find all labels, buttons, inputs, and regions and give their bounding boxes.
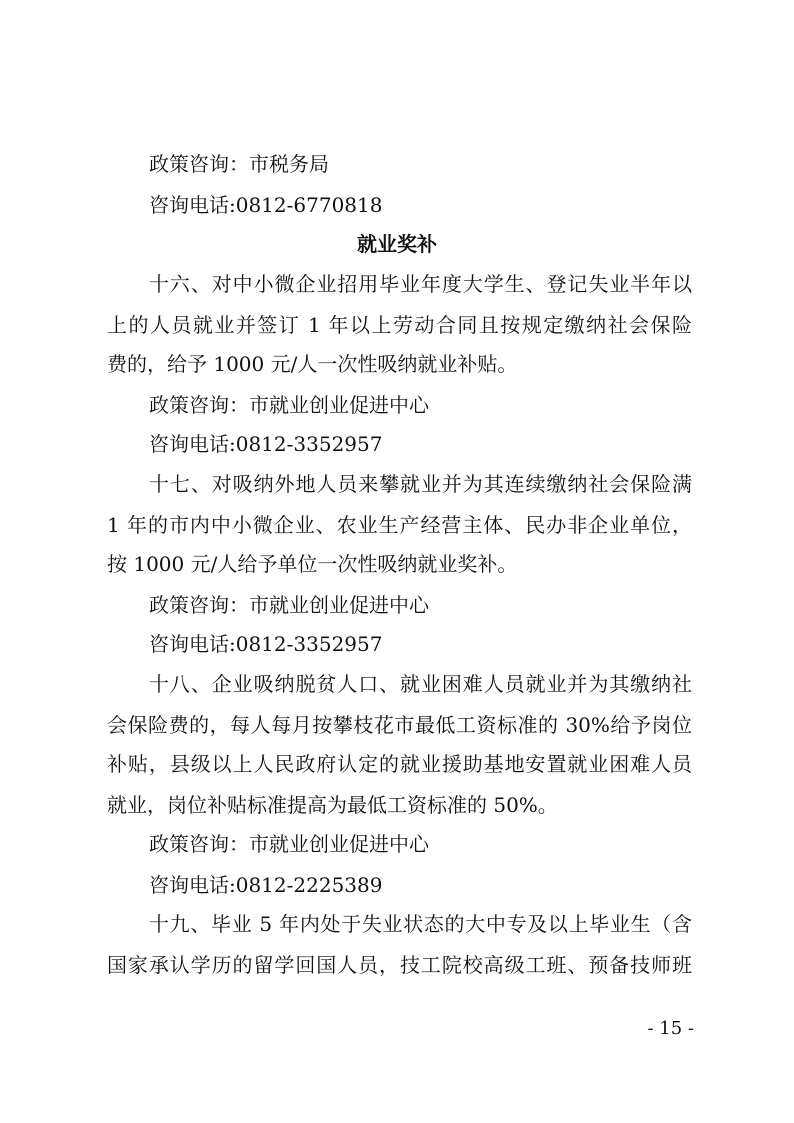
paragraph-line: 十九、毕业 5 年内处于失业状态的大中专及以上毕业生（含 [149, 912, 692, 936]
paragraph-line: 按 1000 元/人给予单位一次性吸纳就业奖补。 [107, 552, 518, 576]
page-number: - 15 - [647, 1018, 694, 1039]
consult-phone-line: 咨询电话:0812-3352957 [149, 432, 383, 456]
paragraph-line: 上的人员就业并签订 1 年以上劳动合同且按规定缴纳社会保险 [107, 313, 692, 337]
paragraph-line: 十七、对吸纳外地人员来攀就业并为其连续缴纳社会保险满 [149, 472, 692, 496]
policy-consult-line: 政策咨询：市就业创业促进中心 [149, 832, 429, 856]
policy-consult-line: 政策咨询：市就业创业促进中心 [149, 393, 429, 417]
policy-consult-line: 政策咨询：市税务局 [149, 152, 329, 176]
paragraph-line: 国家承认学历的留学回国人员，技工院校高级工班、预备技师班 [107, 953, 692, 977]
policy-consult-line: 政策咨询：市就业创业促进中心 [149, 593, 429, 617]
consult-phone-line: 咨询电话:0812-3352957 [149, 632, 383, 656]
consult-phone-line: 咨询电话:0812-2225389 [149, 873, 383, 897]
paragraph-line: 1 年的市内中小微企业、农业生产经营主体、民办非企业单位， [107, 513, 692, 537]
paragraph-line: 补贴，县级以上人民政府认定的就业援助基地安置就业困难人员 [107, 752, 692, 776]
paragraph-line: 十八、企业吸纳脱贫人口、就业困难人员就业并为其缴纳社 [149, 672, 692, 696]
paragraph-line: 十六、对中小微企业招用毕业年度大学生、登记失业半年以 [149, 272, 692, 296]
paragraph-line: 就业，岗位补贴标准提高为最低工资标准的 50%。 [107, 793, 558, 817]
paragraph-line: 费的，给予 1000 元/人一次性吸纳就业补贴。 [107, 352, 518, 376]
section-heading: 就业奖补 [357, 232, 437, 256]
consult-phone-line: 咨询电话:0812-6770818 [149, 193, 383, 217]
paragraph-line: 会保险费的，每人每月按攀枝花市最低工资标准的 30%给予岗位 [107, 713, 692, 737]
